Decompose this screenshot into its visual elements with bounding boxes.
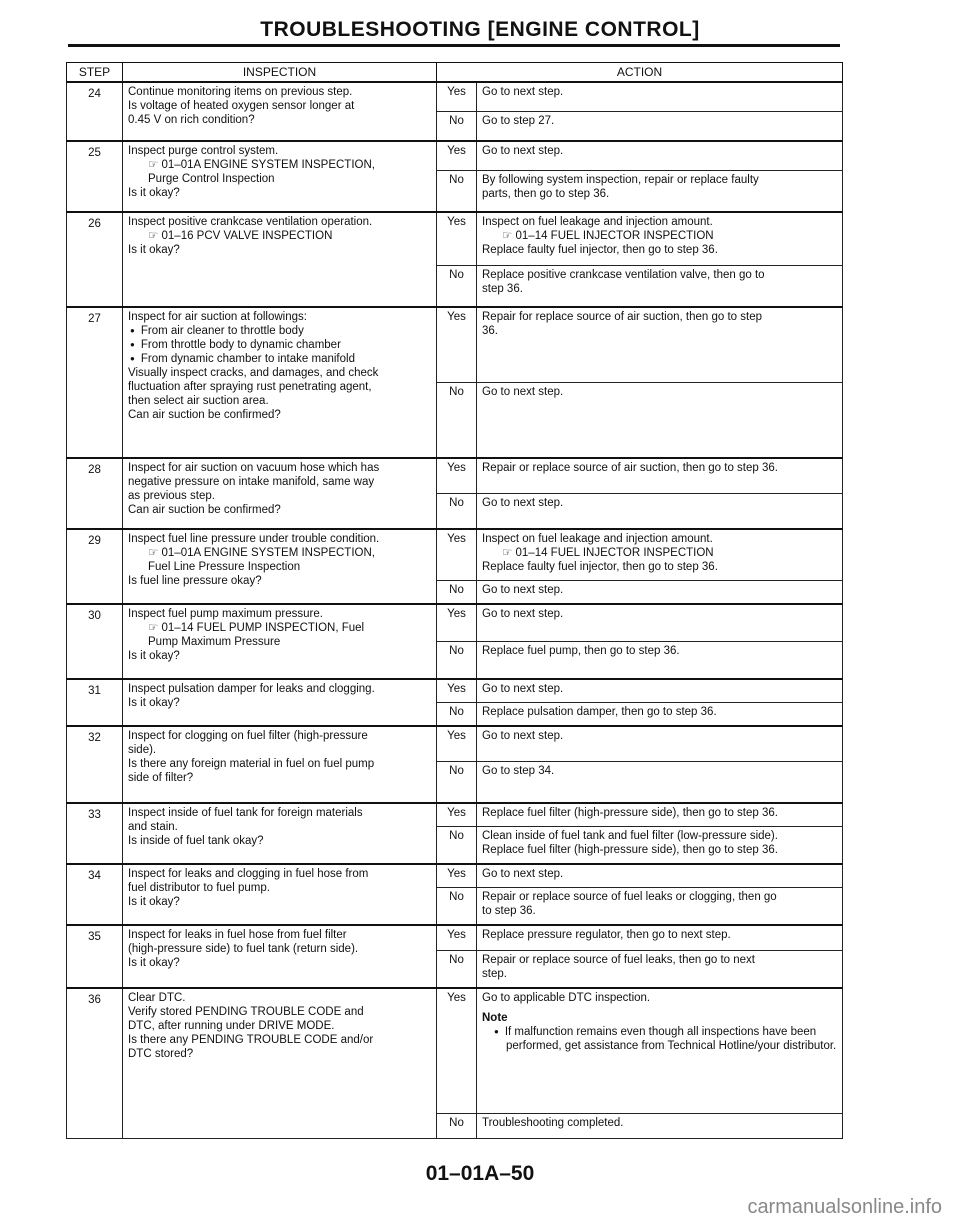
inspection-line: Is it okay? — [128, 244, 180, 256]
action-line: Go to next step. — [482, 497, 564, 509]
inspection-line: Is inside of fuel tank okay? — [128, 835, 264, 847]
action-line: Go to next step. — [482, 145, 564, 157]
action-cell — [477, 951, 843, 989]
inspection-line: Can air suction be confirmed? — [128, 409, 281, 421]
inspection-line: ☞ 01–01A ENGINE SYSTEM INSPECTION, — [148, 547, 375, 559]
note-text: ● If malfunction remains even though all inspections have been performed, get assistance from Technical Hotline/your distributor. — [482, 1025, 837, 1053]
action-cell — [477, 171, 843, 213]
page-number: 01–01A–50 — [425, 1162, 535, 1185]
step-number: 26 — [67, 212, 123, 307]
inspection-line: Clear DTC. — [128, 992, 186, 1004]
inspection-cell — [123, 82, 437, 141]
result-no: No — [437, 266, 477, 308]
watermark: carmanualsonline.info — [747, 1196, 942, 1218]
header-step: STEP — [67, 63, 123, 83]
action-line: step 36. — [482, 283, 523, 295]
step-number: 30 — [67, 604, 123, 679]
inspection-line: Purge Control Inspection — [148, 173, 275, 185]
action-line: Replace fuel filter (high-pressure side), then go to step 36. — [482, 844, 778, 856]
result-no: No — [437, 762, 477, 804]
page-title: TROUBLESHOOTING [ENGINE CONTROL] — [260, 18, 700, 41]
action-cell — [477, 726, 843, 762]
action-cell — [477, 82, 843, 112]
action-cell — [477, 266, 843, 308]
inspection-bullet: ● From air cleaner to throttle body — [128, 324, 431, 338]
action-cell — [477, 212, 843, 266]
action-line: Go to next step. — [482, 86, 564, 98]
inspection-line: Is it okay? — [128, 697, 180, 709]
action-cell — [477, 679, 843, 703]
step-number: 28 — [67, 458, 123, 529]
step-number: 35 — [67, 925, 123, 988]
action-line: Go to next step. — [482, 683, 564, 695]
step-number: 29 — [67, 529, 123, 604]
step-number: 32 — [67, 726, 123, 803]
note-heading: Note — [482, 1012, 508, 1024]
inspection-cell — [123, 307, 437, 458]
action-line: Replace positive crankcase ventilation valve, then go to — [482, 269, 765, 281]
inspection-line: Is it okay? — [128, 896, 180, 908]
inspection-line: negative pressure on intake manifold, same way — [128, 476, 375, 488]
action-line: ☞ 01–14 FUEL INJECTOR INSPECTION — [502, 230, 714, 242]
result-no: No — [437, 383, 477, 459]
inspection-line: Pump Maximum Pressure — [148, 636, 281, 648]
inspection-line: DTC, after running under DRIVE MODE. — [128, 1020, 335, 1032]
inspection-cell — [123, 458, 437, 529]
action-line: Go to next step. — [482, 608, 564, 620]
action-line: Repair or replace source of fuel leaks or clogging, then go — [482, 891, 777, 903]
action-cell — [477, 864, 843, 888]
result-no: No — [437, 494, 477, 530]
result-no: No — [437, 1114, 477, 1139]
inspection-line: Is fuel line pressure okay? — [128, 575, 262, 587]
inspection-line: side of filter? — [128, 772, 194, 784]
result-yes: Yes — [437, 141, 477, 171]
action-cell — [477, 888, 843, 926]
step-number: 25 — [67, 141, 123, 212]
action-cell — [477, 383, 843, 459]
action-cell — [477, 827, 843, 865]
action-line: Go to applicable DTC inspection. — [482, 992, 651, 1004]
action-line: Replace fuel filter (high-pressure side), then go to step 36. — [482, 807, 778, 819]
inspection-line: Inspect pulsation damper for leaks and clogging. — [128, 683, 375, 695]
action-cell — [477, 803, 843, 827]
inspection-line: then select air suction area. — [128, 395, 269, 407]
action-cell — [477, 925, 843, 951]
action-line: Replace pulsation damper, then go to step 36. — [482, 706, 717, 718]
action-line: 36. — [482, 325, 498, 337]
inspection-cell — [123, 212, 437, 307]
inspection-line: as previous step. — [128, 490, 215, 502]
inspection-line: (high-pressure side) to fuel tank (return side). — [128, 943, 359, 955]
result-yes: Yes — [437, 604, 477, 642]
inspection-line: Is it okay? — [128, 957, 180, 969]
inspection-line: Inspect for clogging on fuel filter (high-pressure — [128, 730, 368, 742]
inspection-line: fluctuation after spraying rust penetrating agent, — [128, 381, 372, 393]
inspection-line: Inspect for air suction on vacuum hose which has — [128, 462, 380, 474]
action-line: Go to step 27. — [482, 115, 555, 127]
inspection-line: ☞ 01–16 PCV VALVE INSPECTION — [148, 230, 333, 242]
result-no: No — [437, 112, 477, 142]
inspection-cell — [123, 726, 437, 803]
inspection-line: fuel distributor to fuel pump. — [128, 882, 270, 894]
result-no: No — [437, 581, 477, 605]
action-line: parts, then go to step 36. — [482, 188, 610, 200]
inspection-line: Fuel Line Pressure Inspection — [148, 561, 301, 573]
action-line: By following system inspection, repair or replace faulty — [482, 174, 759, 186]
action-line: Go to next step. — [482, 584, 564, 596]
inspection-line: ☞ 01–01A ENGINE SYSTEM INSPECTION, — [148, 159, 375, 171]
result-yes: Yes — [437, 82, 477, 112]
step-number: 27 — [67, 307, 123, 458]
inspection-line: Is there any PENDING TROUBLE CODE and/or — [128, 1034, 374, 1046]
inspection-bullet: ● From dynamic chamber to intake manifold — [128, 352, 431, 366]
action-cell — [477, 581, 843, 605]
result-no: No — [437, 703, 477, 727]
troubleshooting-table — [66, 62, 843, 1139]
inspection-line: Is it okay? — [128, 187, 180, 199]
action-cell — [477, 762, 843, 804]
action-line: ☞ 01–14 FUEL INJECTOR INSPECTION — [502, 547, 714, 559]
inspection-cell — [123, 141, 437, 212]
inspection-line: and stain. — [128, 821, 178, 833]
action-line: Replace pressure regulator, then go to next step. — [482, 929, 731, 941]
inspection-line: Inspect fuel line pressure under trouble condition. — [128, 533, 380, 545]
action-cell — [477, 112, 843, 142]
action-line: Replace faulty fuel injector, then go to step 36. — [482, 244, 718, 256]
action-line: Inspect on fuel leakage and injection amount. — [482, 533, 713, 545]
inspection-line: Is there any foreign material in fuel on fuel pump — [128, 758, 375, 770]
action-cell — [477, 703, 843, 727]
result-yes: Yes — [437, 529, 477, 581]
result-yes: Yes — [437, 726, 477, 762]
inspection-line: 0.45 V on rich condition? — [128, 114, 255, 126]
inspection-line: Inspect positive crankcase ventilation operation. — [128, 216, 373, 228]
inspection-cell — [123, 604, 437, 679]
action-cell — [477, 141, 843, 171]
result-yes: Yes — [437, 864, 477, 888]
inspection-line: Is voltage of heated oxygen sensor longer at — [128, 100, 355, 112]
action-line: Go to next step. — [482, 868, 564, 880]
step-number: 33 — [67, 803, 123, 864]
inspection-line: Inspect inside of fuel tank for foreign materials — [128, 807, 363, 819]
result-yes: Yes — [437, 458, 477, 494]
inspection-line: Inspect for air suction at followings: — [128, 311, 307, 323]
inspection-cell — [123, 988, 437, 1139]
result-no: No — [437, 951, 477, 989]
title-rule — [68, 44, 840, 47]
inspection-line: Can air suction be confirmed? — [128, 504, 281, 516]
inspection-cell — [123, 925, 437, 988]
inspection-line: Inspect purge control system. — [128, 145, 279, 157]
step-number: 36 — [67, 988, 123, 1139]
inspection-cell — [123, 864, 437, 925]
inspection-line: Inspect for leaks in fuel hose from fuel filter — [128, 929, 347, 941]
inspection-line: Inspect fuel pump maximum pressure. — [128, 608, 323, 620]
action-cell — [477, 604, 843, 642]
action-line: to step 36. — [482, 905, 536, 917]
step-number: 31 — [67, 679, 123, 726]
step-number: 34 — [67, 864, 123, 925]
action-line: step. — [482, 968, 507, 980]
inspection-line: Verify stored PENDING TROUBLE CODE and — [128, 1006, 364, 1018]
result-yes: Yes — [437, 212, 477, 266]
action-cell — [477, 1114, 843, 1139]
action-cell — [477, 458, 843, 494]
action-line: Go to next step. — [482, 386, 564, 398]
inspection-line: Inspect for leaks and clogging in fuel hose from — [128, 868, 369, 880]
inspection-line: ☞ 01–14 FUEL PUMP INSPECTION, Fuel — [148, 622, 365, 634]
action-line: Repair or replace source of fuel leaks, then go to next — [482, 954, 755, 966]
header-action: ACTION — [437, 63, 843, 83]
action-cell — [477, 642, 843, 680]
action-line: Repair or replace source of air suction, then go to step 36. — [482, 462, 778, 474]
action-cell — [477, 988, 843, 1114]
inspection-bullet: ● From throttle body to dynamic chamber — [128, 338, 431, 352]
action-line: Go to next step. — [482, 730, 564, 742]
action-cell — [477, 494, 843, 530]
result-no: No — [437, 827, 477, 865]
result-no: No — [437, 171, 477, 213]
inspection-cell — [123, 803, 437, 864]
action-line: Replace faulty fuel injector, then go to step 36. — [482, 561, 718, 573]
result-yes: Yes — [437, 925, 477, 951]
action-line: Inspect on fuel leakage and injection amount. — [482, 216, 713, 228]
step-number: 24 — [67, 82, 123, 141]
action-line: Replace fuel pump, then go to step 36. — [482, 645, 680, 657]
result-yes: Yes — [437, 988, 477, 1114]
inspection-cell — [123, 529, 437, 604]
result-no: No — [437, 642, 477, 680]
action-line: Go to step 34. — [482, 765, 555, 777]
header-inspection: INSPECTION — [123, 63, 437, 83]
result-yes: Yes — [437, 679, 477, 703]
action-line: Clean inside of fuel tank and fuel filter (low-pressure side). — [482, 830, 778, 842]
action-line: Repair for replace source of air suction, then go to step — [482, 311, 762, 323]
action-cell — [477, 529, 843, 581]
action-line: Troubleshooting completed. — [482, 1117, 624, 1129]
result-yes: Yes — [437, 307, 477, 383]
inspection-line: side). — [128, 744, 157, 756]
inspection-line: DTC stored? — [128, 1048, 194, 1060]
result-no: No — [437, 888, 477, 926]
action-cell — [477, 307, 843, 383]
inspection-line: Is it okay? — [128, 650, 180, 662]
result-yes: Yes — [437, 803, 477, 827]
inspection-line: Continue monitoring items on previous step. — [128, 86, 353, 98]
inspection-line: Visually inspect cracks, and damages, and check — [128, 367, 379, 379]
inspection-cell — [123, 679, 437, 726]
